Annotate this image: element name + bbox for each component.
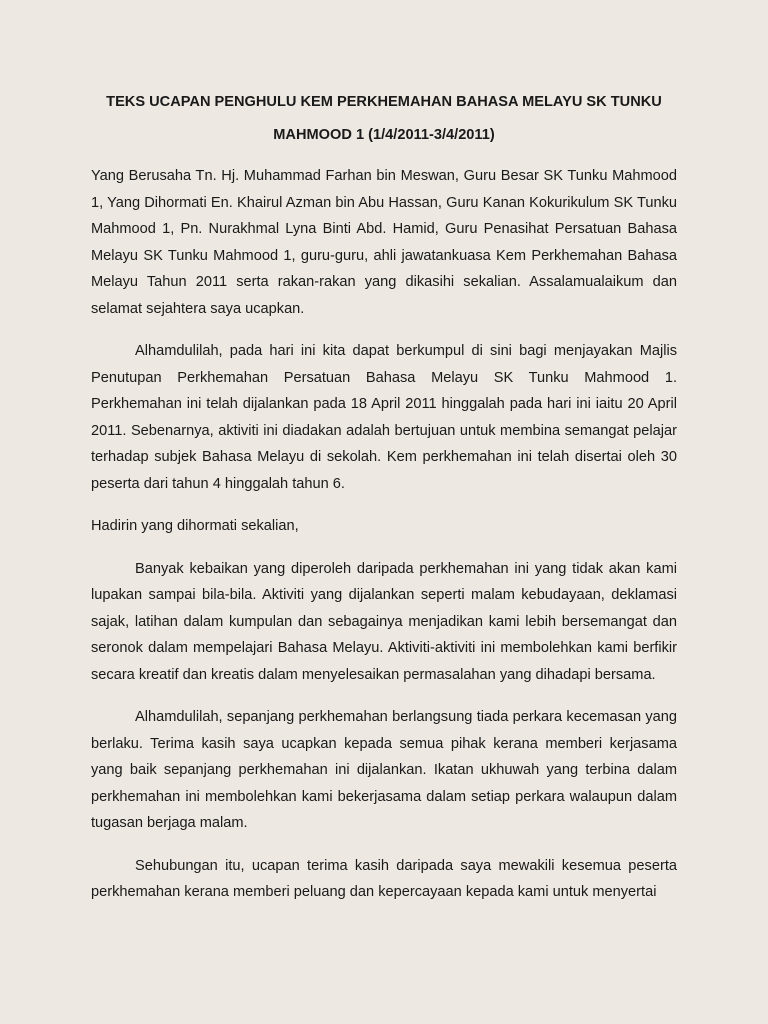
spacer: [91, 540, 677, 556]
paragraph-benefits: Banyak kebaikan yang diperoleh daripada perkhemahan ini yang tidak akan kami lupakan sampai bila-bila. Aktiviti yang dijalankan seperti malam kebudayaan, deklamasi sajak, latihan dalam kumpulan dan sebagainya menjadikan kami lebih bersemangat dan seronok dalam mempelajari Bahasa Melayu. Aktiviti-aktiviti ini membolehkan kami berfikir secara kreatif dan kreatis dalam menyelesaikan permasalahan yang dihadapi bersama.: [91, 560, 677, 683]
paragraph-salutation: Yang Berusaha Tn. Hj. Muhammad Farhan bin Meswan, Guru Besar SK Tunku Mahmood 1, Yang Dihormati En. Khairul Azman bin Abu Hassan, Guru Kanan Kokurikulum SK Tunku Mahmood 1, Pn. Nurakhmal Lyna Binti Abd. Hamid, Guru Penasihat Persatuan Bahasa Melayu SK Tunku Mahmood 1, guru-guru, ahli jawatankuasa Kem Perkhemahan Bahasa Melayu Tahun 2011 serta rakan-rakan yang dikasihi sekalian. Assalamualaikum dan selamat sejahtera saya ucapkan.: [91, 168, 677, 317]
spacer: [91, 152, 677, 163]
paragraph-opening: Alhamdulilah, pada hari ini kita dapat berkumpul di sini bagi menjayakan Majlis Penutupan Perkhemahan Persatuan Bahasa Melayu SK Tunku Mahmood 1. Perkhemahan ini telah dijalankan pada 18 April 2011 hinggalah pada hari ini iaitu 20 April 2011. Sebenarnya, aktiviti ini diadakan adalah bertujuan untuk membina semangat pelajar terhadap subjek Bahasa Melayu di sekolah. Kem perkhemahan ini telah disertai oleh 30 peserta dari tahun 4 hinggalah tahun 6.: [91, 343, 677, 492]
spacer: [91, 688, 677, 704]
spacer: [91, 837, 677, 853]
paragraph-thanks: Alhamdulilah, sepanjang perkhemahan berlangsung tiada perkara kecemasan yang berlaku. Terima kasih saya ucapkan kepada semua pihak kerana memberi kerjasama yang baik sepanjang perkhemahan ini dijalankan. Ikatan ukhuwah yang terbina dalam perkhemahan ini membolehkan kami bekerjasama dalam setiap perkara walaupun dalam tugasan berjaga malam.: [91, 709, 677, 831]
spacer: [91, 497, 677, 513]
document-title: TEKS UCAPAN PENGHULU KEM PERKHEMAHAN BAHASA MELAYU SK TUNKU MAHMOOD 1 (1/4/2011-3/4/2011): [106, 94, 662, 143]
paragraph-address: Hadirin yang dihormati sekalian,: [91, 518, 299, 534]
paragraph-closing: Sehubungan itu, ucapan terima kasih daripada saya mewakili kesemua peserta perkhemahan kerana memberi peluang dan kepercayaan kepada kami untuk menyertai: [91, 857, 677, 900]
spacer: [91, 322, 677, 338]
